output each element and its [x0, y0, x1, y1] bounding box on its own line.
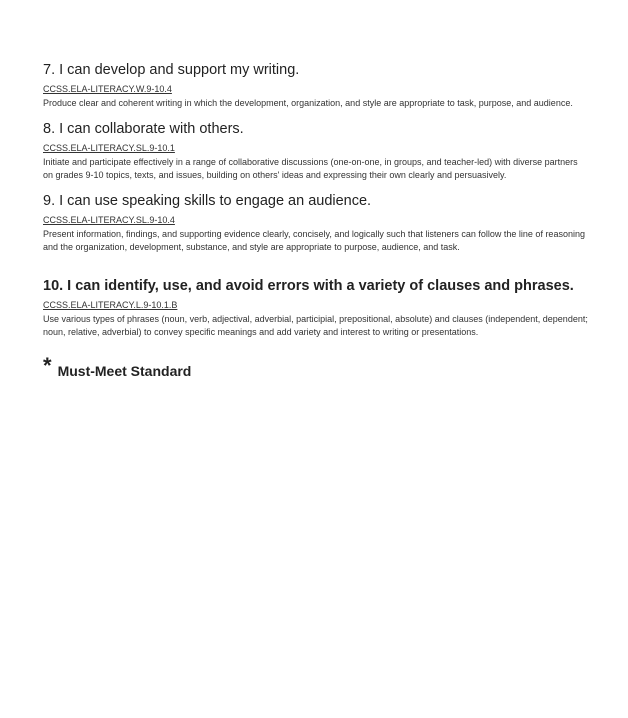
standard-title: 7. I can develop and support my writing. [43, 62, 300, 78]
standard-description: Produce clear and coherent writing in which the development, organization, and style are appropriate to task, purpose, and audience. [43, 98, 573, 108]
standard-code-link[interactable]: CCSS.ELA-LITERACY.L.9-10.1.B [43, 299, 178, 310]
standard-description: Use various types of phrases (noun, verb, adjectival, adverbial, participial, prepositional, absolute) and clauses (independent, dependent; noun, relative, adverbial) to convey specific meanings and add variety and interest to writing or presentations. [43, 313, 588, 337]
standard-code-link[interactable]: CCSS.ELA-LITERACY.SL.9-10.4 [43, 214, 175, 225]
standard-code-link[interactable]: CCSS.ELA-LITERACY.SL.9-10.1 [43, 142, 175, 153]
standard-item-9 [43, 192, 588, 255]
standard-title: 9. I can use speaking skills to engage an audience. [43, 192, 372, 209]
standard-item-8 [43, 120, 588, 183]
standard-title: 8. I can collaborate with others. [43, 120, 244, 137]
must-meet-label: Must-Meet Standard [57, 362, 192, 379]
must-meet-legend [43, 352, 588, 381]
standards-page [43, 61, 588, 381]
asterisk-icon: * [43, 352, 52, 378]
standard-description: Initiate and participate effectively in a range of collaborative discussions (one-on-one, in groups, and teacher-led) with diverse partners on grades 9-10 topics, texts, and issues, building on others' ideas and expressing their own clearly and persuasively. [43, 156, 578, 180]
standard-description: Present information, findings, and supporting evidence clearly, concisely, and logically such that listeners can follow the line of reasoning and the organization, development, substance, and style are appropriate to purpose, audience, and task. [43, 228, 585, 252]
standard-title: 10. I can identify, use, and avoid errors with a variety of clauses and phrases. [43, 277, 574, 294]
standard-item-7 [43, 61, 588, 111]
standard-code-link[interactable]: CCSS.ELA-LITERACY.W.9-10.4 [43, 84, 172, 94]
standard-item-10 [43, 277, 588, 340]
